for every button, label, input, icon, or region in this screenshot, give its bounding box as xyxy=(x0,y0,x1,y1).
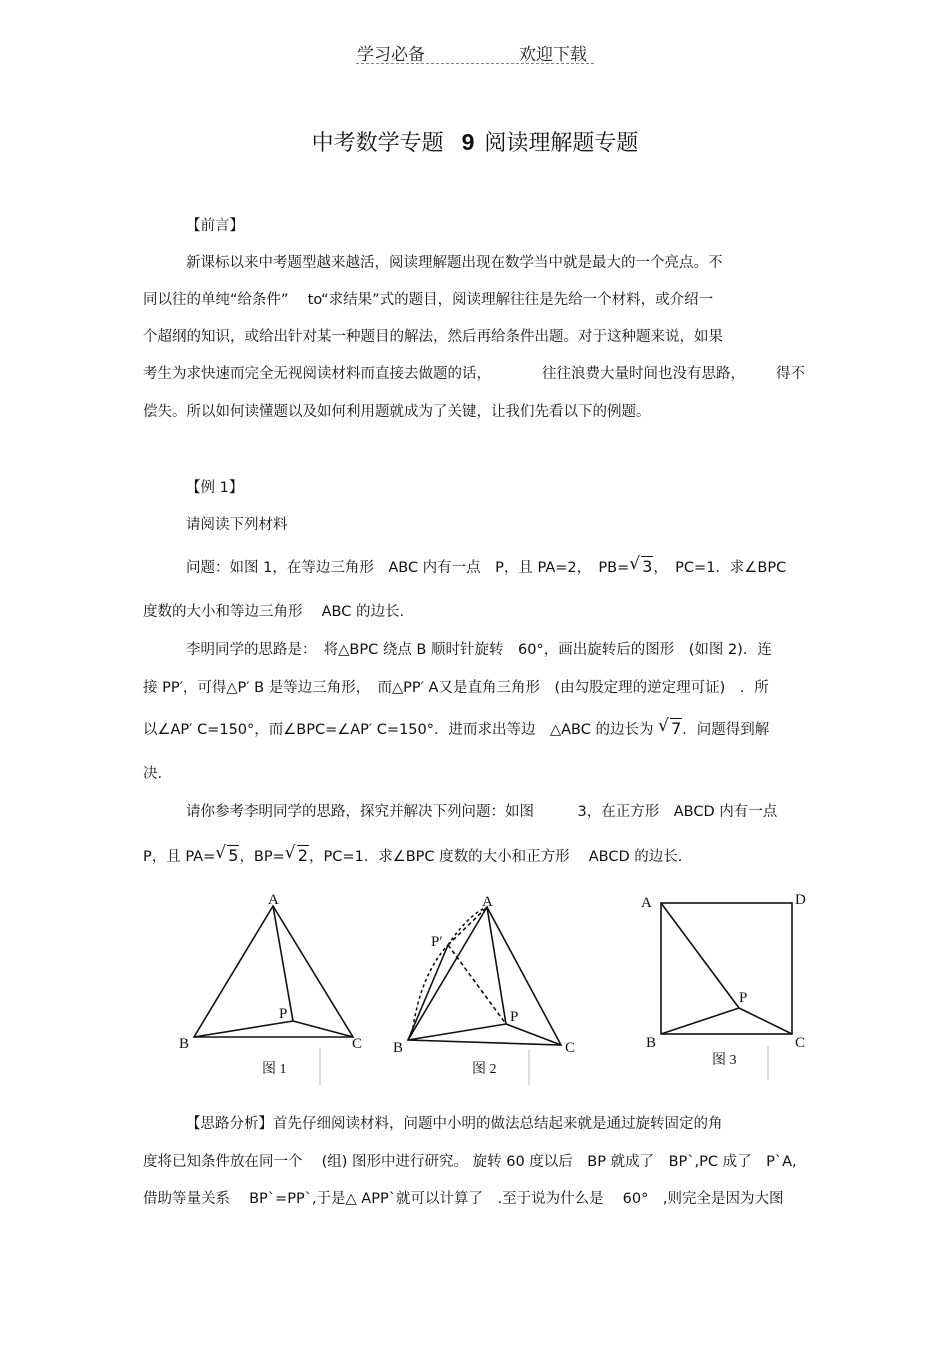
fig1-label-a: A xyxy=(268,892,279,908)
title-number: 9 xyxy=(461,129,475,155)
sqrt-radicand: 3 xyxy=(642,557,653,576)
fig3-label-p: P xyxy=(739,990,748,1006)
preface-line-1: 新课标以来中考题型越来越活，阅读理解题出现在数学当中就是最大的一个亮点。不 xyxy=(186,255,723,271)
fig2-segment-p2p xyxy=(448,945,506,1024)
fig3-caption: 图 3 xyxy=(712,1053,737,1068)
fig3-label-b: B xyxy=(646,1035,657,1051)
fig2-label-a: A xyxy=(482,894,493,910)
analysis-line-3: 借助等量关系 BP`=PP`,于是△ APP`就可以计算了 .至于说为什么是 60° ,则完全是因为大图 xyxy=(143,1191,784,1207)
fig2-caption: 图 2 xyxy=(472,1062,497,1077)
sqrt-radicand: 7 xyxy=(671,719,682,738)
fig2-triangle xyxy=(408,907,561,1045)
fig3-square xyxy=(661,903,792,1034)
problem-text-b: ，BP= xyxy=(239,849,285,865)
problem-line-1: 请你参考李明同学的思路，探究并解决下列问题：如图 3，在正方形 ABCD 内有一点 xyxy=(186,804,778,820)
question-text-b: ， PC=1．求∠BPC xyxy=(653,560,787,576)
fig1-label-b: B xyxy=(179,1036,190,1052)
preface-line-3: 个超纲的知识，或给出针对某一种题目的解法，然后再给条件出题。对于这种题来说，如果 xyxy=(143,329,723,345)
title-suffix: 阅读理解题专题 xyxy=(484,131,639,156)
fig2-segment-pc xyxy=(506,1024,561,1045)
thinking-text-b: ．问题得到解 xyxy=(682,722,770,738)
fig3-label-c: C xyxy=(795,1035,806,1051)
preface-line-4c: 得不 xyxy=(776,366,805,382)
fig3-segment-pa xyxy=(661,903,739,1008)
sqrt-radicand: 2 xyxy=(297,846,308,865)
analysis-line-1: 【思路分析】首先仔细阅读材料，问题中小明的做法总结起来就是通过旋转固定的角 xyxy=(186,1116,723,1132)
fig3-segment-pb xyxy=(661,1008,739,1034)
fig3-label-a: A xyxy=(641,895,652,911)
thinking-line-4: 决. xyxy=(143,766,163,782)
preface-line-4b: 往往浪费大量时间也没有思路， xyxy=(542,366,745,382)
header-right: 欢迎下载 xyxy=(519,45,587,65)
fig1-label-p: P xyxy=(279,1006,288,1022)
fig3-label-d: D xyxy=(795,892,806,908)
problem-text-c: ，PC=1．求∠BPC 度数的大小和正方形 ABCD 的边长. xyxy=(308,849,683,865)
example-intro: 请阅读下列材料 xyxy=(186,517,288,533)
fig1-segment-pb xyxy=(194,1021,293,1037)
title-prefix: 中考数学专题 xyxy=(311,131,444,156)
fig3-segment-pc xyxy=(739,1008,792,1034)
fig2-label-c: C xyxy=(565,1040,576,1056)
question-text-a: 问题：如图 1，在等边三角形 ABC 内有一点 P，且 PA=2， PB= xyxy=(186,560,630,576)
analysis-line-2: 度将已知条件放在同一个 (组) 图形中进行研究。 旋转 60 度以后 BP 就成了 BP`,PC 成了 P`A, xyxy=(143,1154,797,1170)
header-left: 学习必备 xyxy=(357,45,425,65)
fig1-caption: 图 1 xyxy=(262,1062,287,1077)
preface-line-4a: 考生为求快速而完全无视阅读材料而直接去做题的话， xyxy=(143,366,491,382)
preface-line-5: 偿失。所以如何读懂题以及如何利用题就成为了关键，让我们先看以下的例题。 xyxy=(143,404,651,420)
example-question-line-2: 度数的大小和等边三角形 ABC 的边长. xyxy=(143,604,405,620)
fig1-triangle xyxy=(194,906,353,1037)
fig2-label-p-prime: P′ xyxy=(431,934,443,950)
thinking-line-2: 接 PP′，可得△P′ B 是等边三角形， 而△PP′ A又是直角三角形 (由勾股定理的逆定理可证) ．所 xyxy=(143,680,769,696)
fig2-label-b: B xyxy=(393,1040,404,1056)
preface-line-2: 同以往的单纯“给条件” to“求结果”式的题目，阅读理解往往是先给一个材料，或介绍一 xyxy=(143,292,714,308)
problem-text-a: P，且 PA= xyxy=(143,849,216,865)
fig2-segment-pb xyxy=(408,1024,506,1040)
thinking-line-1: 李明同学的思路是： 将△BPC 绕点 B 顺时针旋转 60°，画出旋转后的图形 (如图 2)．连 xyxy=(186,642,772,658)
example-heading: 【例 1】 xyxy=(186,480,244,496)
fig2-label-p: P xyxy=(510,1009,519,1025)
fig1-label-c: C xyxy=(352,1036,363,1052)
thinking-text-a: 以∠AP′ C=150°，而∠BPC=∠AP′ C=150°．进而求出等边 △ABC 的边长为 xyxy=(143,722,654,738)
sqrt-radicand: 5 xyxy=(228,846,239,865)
preface-heading: 【前言】 xyxy=(186,218,244,234)
